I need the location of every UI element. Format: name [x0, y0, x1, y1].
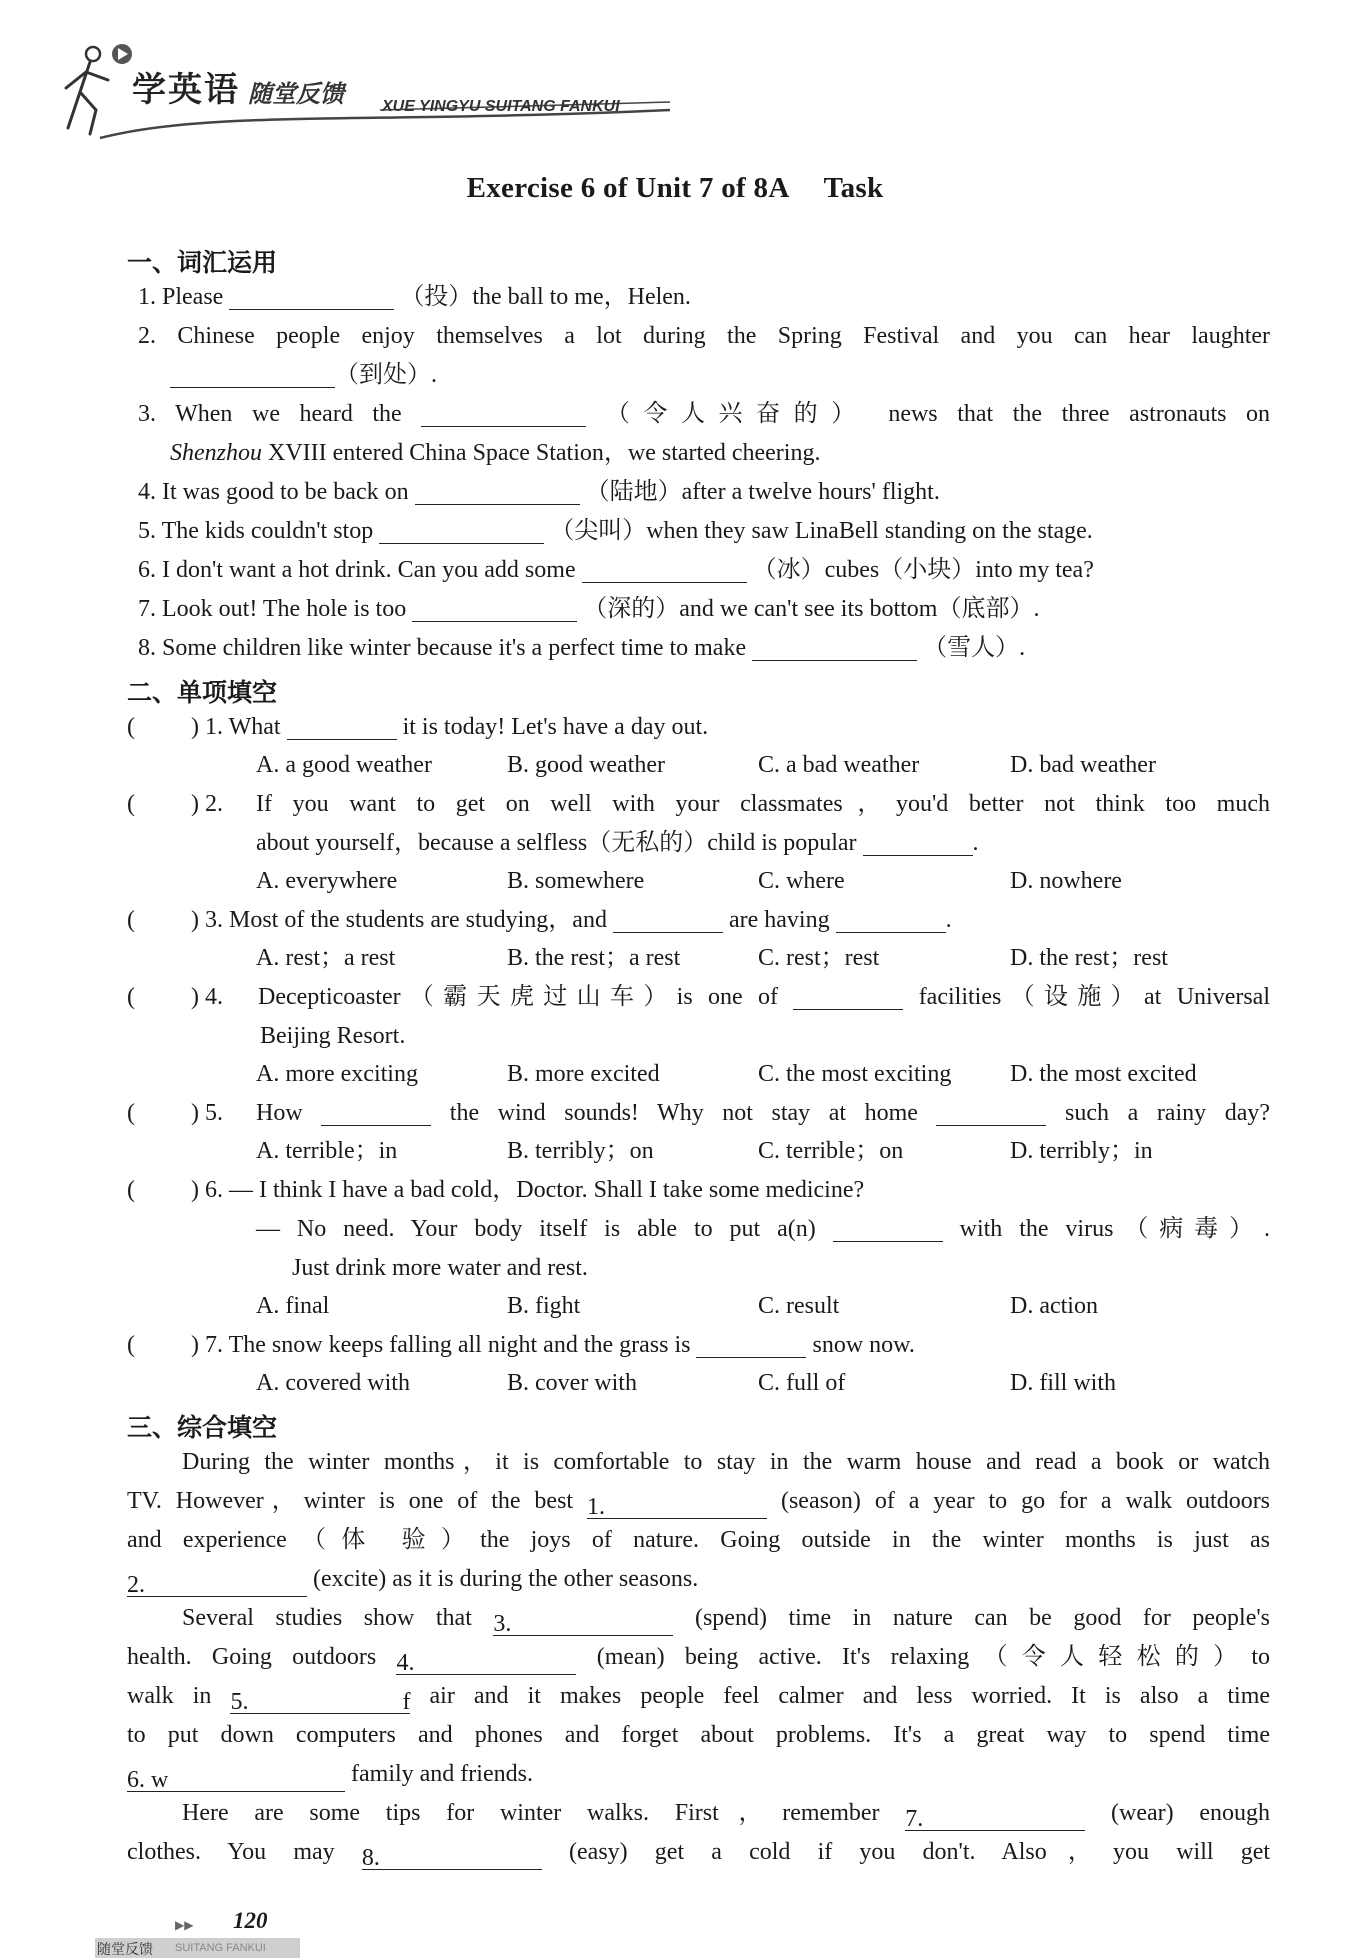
choice-question-1: ( ) 1. What it is today! Let's have a day out. [127, 714, 709, 740]
header-subtitle-cn: 随堂反馈 [248, 80, 344, 108]
answer-blank[interactable] [836, 906, 946, 933]
answer-blank[interactable] [582, 556, 747, 583]
cloze-blank-6[interactable]: 6. w [127, 1765, 345, 1792]
cloze-blank-7[interactable]: 7. [905, 1804, 1085, 1831]
answer-paren[interactable]: ( ) [127, 1177, 199, 1203]
vocab-item-1: 1. Please （投）the ball to me，Helen. [138, 284, 691, 310]
option-c[interactable]: C. the most exciting [758, 1061, 952, 1087]
option-a[interactable]: A. terrible；in [256, 1138, 398, 1164]
option-c[interactable]: C. full of [758, 1370, 846, 1396]
option-a[interactable]: A. more exciting [256, 1061, 418, 1087]
choice-question-6-line3: Just drink more water and rest. [292, 1255, 588, 1281]
option-b[interactable]: B. terribly；on [507, 1138, 654, 1164]
footer-label-cn: 随堂反馈 [97, 1942, 153, 1958]
choice-question-6: ( ) 6. — I think I have a bad cold，Doctor. Shall I take some medicine? [127, 1177, 865, 1203]
answer-blank[interactable] [752, 634, 917, 661]
page-number: 120 [233, 1908, 268, 1933]
cloze-blank-5[interactable]: 5. f [230, 1689, 411, 1715]
cloze-blank-3[interactable]: 3. [493, 1609, 673, 1636]
answer-paren[interactable]: ( ) [127, 714, 199, 740]
section-heading-single-choice: 二、单项填空 [127, 678, 278, 707]
answer-blank[interactable] [833, 1215, 943, 1242]
choice-question-3: ( ) 3. Most of the students are studying，and are having . [127, 907, 952, 933]
cloze-blank-1[interactable]: 1. [587, 1492, 767, 1519]
choice-question-7: ( ) 7. The snow keeps falling all night and the grass is snow now. [127, 1332, 915, 1358]
option-c[interactable]: C. terrible；on [758, 1138, 904, 1164]
option-c[interactable]: C. result [758, 1293, 840, 1319]
option-d[interactable]: D. the most excited [1010, 1061, 1197, 1087]
answer-blank[interactable] [696, 1331, 806, 1358]
answer-paren[interactable]: ( ) [127, 984, 199, 1010]
header-title-en: XUE YINGYU SUITANG FANKUI [382, 98, 620, 115]
cloze-blank-4[interactable]: 4. [396, 1648, 576, 1675]
option-d[interactable]: D. action [1010, 1293, 1098, 1319]
vocab-item-2-cont: （到处）. [170, 360, 437, 390]
answer-paren[interactable]: ( ) [127, 791, 199, 817]
answer-blank[interactable] [321, 1099, 431, 1126]
option-b[interactable]: B. cover with [507, 1370, 637, 1396]
answer-blank[interactable] [287, 713, 397, 740]
cloze-line-2: TV. However，winter is one of the best 1. (season) of a year to go for a walk outdoors [127, 1488, 1271, 1520]
option-d[interactable]: D. the rest；rest [1010, 945, 1168, 971]
answer-blank[interactable] [415, 478, 580, 505]
answer-paren[interactable]: ( ) [127, 1100, 199, 1126]
section-heading-cloze: 三、综合填空 [127, 1413, 278, 1442]
option-c[interactable]: C. rest；rest [758, 945, 880, 971]
option-a[interactable]: A. covered with [256, 1370, 410, 1396]
page-title [0, 172, 1350, 205]
option-a[interactable]: A. everywhere [256, 868, 398, 894]
footer-label-en: SUITANG FANKUI [175, 1942, 266, 1954]
choice-question-2-line1: If you want to get on well with your classmates，you'd better not think too much [256, 791, 1270, 817]
cloze-line-3: and experience（体 验）the joys of nature. Going outside in the winter months is just as [127, 1527, 1270, 1553]
header-logo [60, 40, 700, 140]
cloze-blank-8[interactable]: 8. [362, 1843, 542, 1870]
answer-blank[interactable] [379, 517, 544, 544]
option-b[interactable]: B. the rest；a rest [507, 945, 681, 971]
option-b[interactable]: B. fight [507, 1293, 581, 1319]
answer-blank[interactable] [936, 1099, 1046, 1126]
option-a[interactable]: A. rest；a rest [256, 945, 396, 971]
page-footer [95, 1908, 415, 1958]
cloze-line-11: clothes. You may 8. (easy) get a cold if you don't. Also，you will get [127, 1839, 1271, 1871]
choice-question-2-line2: about yourself，because a selfless（无私的）child is popular . [256, 830, 979, 856]
vocab-item-3-cont: Shenzhou XVIII entered China Space Station，we started cheering. [170, 440, 821, 466]
option-b[interactable]: B. somewhere [507, 868, 645, 894]
vocab-item-2: 2. Chinese people enjoy themselves a lot during the Spring Festival and you can hear laughter [138, 323, 1271, 349]
option-d[interactable]: D. bad weather [1010, 752, 1156, 778]
cloze-line-1: During the winter months，it is comfortable to stay in the warm house and read a book or watch [182, 1449, 1270, 1475]
cloze-line-7: walk in 5. f air and it makes people feel calmer and less worried. It is also a time [127, 1683, 1271, 1715]
option-c[interactable]: C. where [758, 868, 845, 894]
cloze-line-6: health. Going outdoors 4. (mean) being active. It's relaxing（令人轻松的）to [127, 1644, 1271, 1676]
vocab-item-6: 6. I don't want a hot drink. Can you add some （冰）cubes（小块）into my tea? [138, 557, 1094, 583]
option-b[interactable]: B. more excited [507, 1061, 660, 1087]
header-title-cn: 学英语 [132, 70, 240, 110]
cloze-line-8: to put down computers and phones and forget about problems. It's a great way to spend time [127, 1722, 1270, 1748]
answer-blank[interactable] [229, 283, 394, 310]
answer-paren[interactable]: ( ) [127, 907, 199, 933]
vocab-item-8: 8. Some children like winter because it's a perfect time to make （雪人）. [138, 635, 1026, 661]
vocab-item-4: 4. It was good to be back on （陆地）after a twelve hours' flight. [138, 479, 940, 505]
cloze-line-10: Here are some tips for winter walks. First，remember 7. (wear) enough [182, 1800, 1271, 1832]
cloze-blank-2[interactable]: 2. [127, 1570, 307, 1597]
choice-question-4-line1: Decepticoaster（霸天虎过山车）is one of facilities（设施）at Universal [258, 984, 1270, 1010]
vocab-item-3: 3. When we heard the （令人兴奋的） news that the three astronauts on [138, 401, 1271, 427]
choice-question-4: ( ) 4. [127, 984, 223, 1010]
option-d[interactable]: D. nowhere [1010, 868, 1122, 894]
option-a[interactable]: A. a good weather [256, 752, 432, 778]
answer-blank[interactable] [863, 829, 973, 856]
option-c[interactable]: C. a bad weather [758, 752, 920, 778]
answer-blank[interactable] [793, 983, 903, 1010]
answer-paren[interactable]: ( ) [127, 1332, 199, 1358]
option-b[interactable]: B. good weather [507, 752, 665, 778]
choice-question-2: ( ) 2. [127, 791, 223, 817]
option-a[interactable]: A. final [256, 1293, 330, 1319]
choice-question-5-line1: How the wind sounds! Why not stay at home such a rainy day? [256, 1100, 1270, 1126]
cloze-line-4: 2. (excite) as it is during the other seasons. [127, 1566, 699, 1598]
exercise-tag: Task [823, 172, 884, 204]
answer-blank[interactable] [412, 595, 577, 622]
double-arrow-icon: ▶▶ [175, 1918, 194, 1932]
choice-question-6-line2: — No need. Your body itself is able to put a(n) with the virus（病毒）. [256, 1216, 1271, 1242]
option-d[interactable]: D. terribly；in [1010, 1138, 1153, 1164]
answer-blank[interactable] [170, 361, 335, 388]
answer-blank[interactable] [613, 906, 723, 933]
vocab-item-7: 7. Look out! The hole is too （深的）and we can't see its bottom（底部）. [138, 596, 1040, 622]
exercise-title: Exercise 6 of Unit 7 of 8A [466, 172, 790, 204]
vocab-item-5: 5. The kids couldn't stop （尖叫）when they saw LinaBell standing on the stage. [138, 518, 1093, 544]
option-d[interactable]: D. fill with [1010, 1370, 1116, 1396]
choice-question-4-line2: Beijing Resort. [260, 1023, 406, 1049]
answer-blank[interactable] [421, 400, 586, 427]
section-heading-vocabulary: 一、词汇运用 [127, 248, 278, 277]
cloze-line-5: Several studies show that 3. (spend) time in nature can be good for people's [182, 1605, 1271, 1637]
cloze-line-9: 6. w family and friends. [127, 1761, 533, 1793]
choice-question-5: ( ) 5. [127, 1100, 223, 1126]
